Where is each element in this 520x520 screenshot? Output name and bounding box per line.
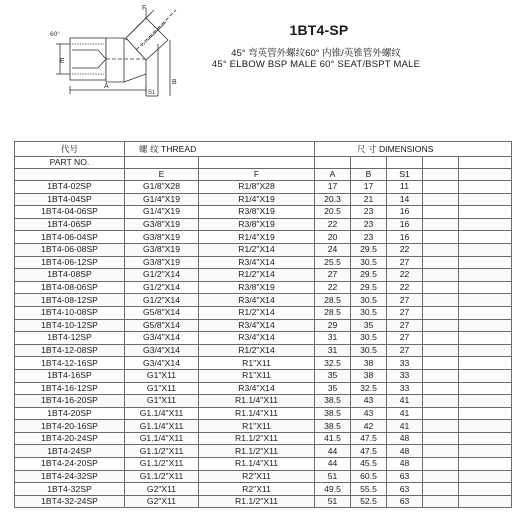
dim-a-cell: 49.5 bbox=[315, 483, 351, 496]
dim-b-cell: 60.5 bbox=[351, 470, 387, 483]
thread-f-cell: R1.1/4"X11 bbox=[199, 458, 315, 471]
empty-cell bbox=[459, 281, 512, 294]
empty-cell bbox=[459, 319, 512, 332]
empty-cell bbox=[423, 256, 459, 269]
empty-cell bbox=[459, 332, 512, 345]
empty-cell bbox=[459, 294, 512, 307]
part-no-cell: 1BT4-16-20SP bbox=[15, 395, 125, 408]
empty-cell bbox=[459, 181, 512, 194]
empty-cell bbox=[459, 382, 512, 395]
table-row bbox=[15, 193, 512, 206]
part-no-cell: 1BT4-08-06SP bbox=[15, 281, 125, 294]
thread-f-cell: R3/4"X14 bbox=[199, 382, 315, 395]
part-no-cell: 1BT4-24SP bbox=[15, 445, 125, 458]
dim-b-cell: 43 bbox=[351, 395, 387, 408]
table-row bbox=[15, 369, 512, 382]
dim-s1-cell: 11 bbox=[387, 181, 423, 194]
thread-f-cell: R1"X11 bbox=[199, 420, 315, 433]
empty-cell bbox=[459, 218, 512, 231]
part-no-cell: 1BT4-20SP bbox=[15, 407, 125, 420]
thread-f-cell: R3/4"X14 bbox=[199, 256, 315, 269]
dim-a-cell: 29 bbox=[315, 319, 351, 332]
thread-f-cell: R1/4"X19 bbox=[199, 231, 315, 244]
thread-e-cell: G3/8"X19 bbox=[125, 256, 199, 269]
table-row bbox=[15, 294, 512, 307]
drawing-label-a: A bbox=[104, 83, 109, 90]
header-col-s1: S1 bbox=[387, 169, 423, 181]
table-row bbox=[15, 231, 512, 244]
thread-e-cell: G1/2"X14 bbox=[125, 269, 199, 282]
dim-b-cell: 30.5 bbox=[351, 294, 387, 307]
dim-b-cell: 29.5 bbox=[351, 269, 387, 282]
dim-a-cell: 38.5 bbox=[315, 395, 351, 408]
thread-e-cell: G1.1/4"X11 bbox=[125, 432, 199, 445]
table-row bbox=[15, 420, 512, 433]
thread-f-cell: R1/2"X14 bbox=[199, 243, 315, 256]
dim-a-cell: 17 bbox=[315, 181, 351, 194]
drawing-label-e: E bbox=[60, 58, 65, 65]
thread-f-cell: R1"X11 bbox=[199, 357, 315, 370]
empty-cell bbox=[423, 407, 459, 420]
thread-e-cell: G5/8"X14 bbox=[125, 319, 199, 332]
thread-f-cell: R1/8"X28 bbox=[199, 181, 315, 194]
header-col-e: E bbox=[125, 169, 199, 181]
empty-cell bbox=[423, 281, 459, 294]
part-no-cell: 1BT4-06-08SP bbox=[15, 243, 125, 256]
table-row bbox=[15, 432, 512, 445]
dim-a-cell: 25.5 bbox=[315, 256, 351, 269]
table-row bbox=[15, 281, 512, 294]
dim-s1-cell: 63 bbox=[387, 495, 423, 508]
dim-s1-cell: 16 bbox=[387, 218, 423, 231]
empty-cell bbox=[423, 181, 459, 194]
thread-f-cell: R3/4"X14 bbox=[199, 332, 315, 345]
table-row bbox=[15, 458, 512, 471]
empty-cell bbox=[459, 395, 512, 408]
thread-f-cell: R1.1/2"X11 bbox=[199, 445, 315, 458]
dim-s1-cell: 41 bbox=[387, 395, 423, 408]
dim-a-cell: 20 bbox=[315, 231, 351, 244]
thread-e-cell: G1"X11 bbox=[125, 369, 199, 382]
header-dim-spacer bbox=[387, 157, 423, 169]
spec-table-body bbox=[15, 181, 512, 508]
thread-f-cell: R2"X11 bbox=[199, 483, 315, 496]
thread-e-cell: G3/8"X19 bbox=[125, 243, 199, 256]
table-row bbox=[15, 483, 512, 496]
thread-f-cell: R1/2"X14 bbox=[199, 344, 315, 357]
drawing-label-f: F bbox=[142, 5, 147, 12]
part-no-cell: 1BT4-12-16SP bbox=[15, 357, 125, 370]
table-row bbox=[15, 243, 512, 256]
header-part-no-cn: 代号 bbox=[15, 142, 125, 157]
table-row bbox=[15, 382, 512, 395]
thread-e-cell: G3/4"X14 bbox=[125, 344, 199, 357]
thread-e-cell: G2"X11 bbox=[125, 483, 199, 496]
dim-s1-cell: 27 bbox=[387, 332, 423, 345]
dim-a-cell: 22 bbox=[315, 281, 351, 294]
dim-s1-cell: 27 bbox=[387, 306, 423, 319]
empty-cell bbox=[423, 395, 459, 408]
thread-f-cell: R2"X11 bbox=[199, 470, 315, 483]
spec-table bbox=[14, 141, 512, 508]
thread-e-cell: G1"X11 bbox=[125, 382, 199, 395]
description-english: 45° ELBOW BSP MALE 60° SEAT/BSPT MALE bbox=[211, 59, 421, 70]
empty-cell bbox=[459, 357, 512, 370]
part-no-cell: 1BT4-06SP bbox=[15, 218, 125, 231]
dim-b-cell: 29.5 bbox=[351, 281, 387, 294]
dim-a-cell: 35 bbox=[315, 369, 351, 382]
dim-b-cell: 21 bbox=[351, 193, 387, 206]
part-no-cell: 1BT4-04-06SP bbox=[15, 206, 125, 219]
dim-b-cell: 38 bbox=[351, 369, 387, 382]
thread-e-cell: G1/2"X14 bbox=[125, 294, 199, 307]
empty-cell bbox=[423, 319, 459, 332]
dim-b-cell: 35 bbox=[351, 319, 387, 332]
dim-b-cell: 45.5 bbox=[351, 458, 387, 471]
header-part-no-en: PART NO. bbox=[15, 157, 125, 169]
empty-cell bbox=[423, 470, 459, 483]
dim-s1-cell: 63 bbox=[387, 470, 423, 483]
empty-cell bbox=[459, 206, 512, 219]
part-no-cell: 1BT4-06-12SP bbox=[15, 256, 125, 269]
dim-b-cell: 23 bbox=[351, 218, 387, 231]
empty-cell bbox=[459, 369, 512, 382]
drawing-label-b: B bbox=[172, 79, 177, 86]
dim-b-cell: 32.5 bbox=[351, 382, 387, 395]
thread-e-cell: G1.1/4"X11 bbox=[125, 420, 199, 433]
dim-a-cell: 27 bbox=[315, 269, 351, 282]
dim-s1-cell: 22 bbox=[387, 243, 423, 256]
thread-f-cell: R1.1/2"X11 bbox=[199, 495, 315, 508]
dim-a-cell: 51 bbox=[315, 495, 351, 508]
empty-cell bbox=[423, 332, 459, 345]
empty-cell bbox=[459, 432, 512, 445]
thread-e-cell: G1/2"X14 bbox=[125, 281, 199, 294]
empty-cell bbox=[459, 243, 512, 256]
thread-f-cell: R1"X11 bbox=[199, 369, 315, 382]
header-thread-f-spacer bbox=[199, 157, 315, 169]
dim-b-cell: 47.5 bbox=[351, 445, 387, 458]
empty-cell bbox=[423, 306, 459, 319]
empty-cell bbox=[423, 357, 459, 370]
part-no-cell: 1BT4-32-24SP bbox=[15, 495, 125, 508]
empty-cell bbox=[423, 243, 459, 256]
thread-f-cell: R1.1/4"X11 bbox=[199, 407, 315, 420]
dim-a-cell: 51 bbox=[315, 470, 351, 483]
empty-cell bbox=[459, 344, 512, 357]
thread-f-cell: R3/8"X19 bbox=[199, 281, 315, 294]
part-no-cell: 1BT4-16-12SP bbox=[15, 382, 125, 395]
empty-cell bbox=[423, 432, 459, 445]
dim-s1-cell: 22 bbox=[387, 281, 423, 294]
table-row bbox=[15, 256, 512, 269]
dim-a-cell: 28.5 bbox=[315, 294, 351, 307]
empty-cell bbox=[423, 269, 459, 282]
empty-cell bbox=[423, 420, 459, 433]
empty-cell bbox=[423, 458, 459, 471]
empty-cell bbox=[423, 445, 459, 458]
dim-s1-cell: 48 bbox=[387, 445, 423, 458]
table-row bbox=[15, 269, 512, 282]
thread-f-cell: R1/2"X14 bbox=[199, 306, 315, 319]
dim-a-cell: 44 bbox=[315, 458, 351, 471]
dim-b-cell: 42 bbox=[351, 420, 387, 433]
table-row bbox=[15, 407, 512, 420]
empty-cell bbox=[423, 483, 459, 496]
empty-cell bbox=[459, 483, 512, 496]
description-chinese: 45° 弯英管外螺纹60° 内锥/英锥管外螺纹 bbox=[231, 48, 401, 59]
empty-cell bbox=[459, 458, 512, 471]
dim-b-cell: 43 bbox=[351, 407, 387, 420]
dim-a-cell: 24 bbox=[315, 243, 351, 256]
dim-s1-cell: 22 bbox=[387, 269, 423, 282]
dim-s1-cell: 33 bbox=[387, 382, 423, 395]
thread-e-cell: G3/8"X19 bbox=[125, 218, 199, 231]
dim-a-cell: 31 bbox=[315, 344, 351, 357]
table-row bbox=[15, 395, 512, 408]
empty-cell bbox=[423, 369, 459, 382]
dim-s1-cell: 33 bbox=[387, 369, 423, 382]
thread-e-cell: G1.1/2"X11 bbox=[125, 470, 199, 483]
dim-b-cell: 29.5 bbox=[351, 243, 387, 256]
dim-s1-cell: 27 bbox=[387, 294, 423, 307]
dim-s1-cell: 27 bbox=[387, 344, 423, 357]
thread-e-cell: G1/4"X19 bbox=[125, 193, 199, 206]
header-col-b: B bbox=[351, 169, 387, 181]
thread-f-cell: R1.1/4"X11 bbox=[199, 395, 315, 408]
header-dim-spacer bbox=[423, 157, 459, 169]
part-no-cell: 1BT4-12SP bbox=[15, 332, 125, 345]
thread-f-cell: R3/4"X14 bbox=[199, 294, 315, 307]
dim-a-cell: 38.5 bbox=[315, 407, 351, 420]
table-row bbox=[15, 319, 512, 332]
table-row bbox=[15, 206, 512, 219]
table-row bbox=[15, 470, 512, 483]
part-no-cell: 1BT4-08SP bbox=[15, 269, 125, 282]
dim-a-cell: 44 bbox=[315, 445, 351, 458]
thread-e-cell: G1.1/2"X11 bbox=[125, 458, 199, 471]
dim-s1-cell: 63 bbox=[387, 483, 423, 496]
dim-b-cell: 23 bbox=[351, 206, 387, 219]
table-row bbox=[15, 306, 512, 319]
header-dim-spacer bbox=[351, 157, 387, 169]
thread-e-cell: G3/4"X14 bbox=[125, 332, 199, 345]
empty-cell bbox=[459, 231, 512, 244]
part-no-cell: 1BT4-24-20SP bbox=[15, 458, 125, 471]
header-dim-spacer bbox=[459, 157, 512, 169]
part-no-cell: 1BT4-08-12SP bbox=[15, 294, 125, 307]
part-title: 1BT4-SP bbox=[289, 22, 349, 38]
dim-b-cell: 23 bbox=[351, 231, 387, 244]
part-no-cell: 1BT4-24-32SP bbox=[15, 470, 125, 483]
dim-s1-cell: 48 bbox=[387, 458, 423, 471]
empty-cell bbox=[459, 495, 512, 508]
thread-f-cell: R1/4"X19 bbox=[199, 193, 315, 206]
empty-cell bbox=[423, 294, 459, 307]
empty-cell bbox=[459, 193, 512, 206]
dim-b-cell: 55.5 bbox=[351, 483, 387, 496]
header-col-a: A bbox=[315, 169, 351, 181]
thread-e-cell: G1"X11 bbox=[125, 395, 199, 408]
dim-b-cell: 52.5 bbox=[351, 495, 387, 508]
empty-cell bbox=[459, 470, 512, 483]
dim-a-cell: 28.5 bbox=[315, 306, 351, 319]
table-row bbox=[15, 344, 512, 357]
table-row bbox=[15, 445, 512, 458]
dim-s1-cell: 48 bbox=[387, 432, 423, 445]
header-col-empty bbox=[459, 169, 512, 181]
dim-a-cell: 35 bbox=[315, 382, 351, 395]
table-row bbox=[15, 218, 512, 231]
header-col-empty bbox=[423, 169, 459, 181]
thread-f-cell: R1.1/2"X11 bbox=[199, 432, 315, 445]
thread-f-cell: R3/8"X19 bbox=[199, 218, 315, 231]
dim-b-cell: 30.5 bbox=[351, 344, 387, 357]
header-blank bbox=[15, 169, 125, 181]
drawing-label-angle: 60° bbox=[50, 31, 60, 38]
thread-f-cell: R3/4"X14 bbox=[199, 319, 315, 332]
dim-s1-cell: 27 bbox=[387, 319, 423, 332]
header-col-f: F bbox=[199, 169, 315, 181]
empty-cell bbox=[459, 256, 512, 269]
empty-cell bbox=[423, 231, 459, 244]
dim-b-cell: 17 bbox=[351, 181, 387, 194]
thread-f-cell: R3/8"X19 bbox=[199, 206, 315, 219]
empty-cell bbox=[459, 269, 512, 282]
dim-s1-cell: 14 bbox=[387, 193, 423, 206]
drawing-label-s1: S1 bbox=[148, 90, 156, 96]
dim-s1-cell: 16 bbox=[387, 206, 423, 219]
dim-a-cell: 31 bbox=[315, 332, 351, 345]
part-no-cell: 1BT4-20-24SP bbox=[15, 432, 125, 445]
table-row bbox=[15, 181, 512, 194]
part-no-cell: 1BT4-20-16SP bbox=[15, 420, 125, 433]
thread-e-cell: G1/4"X19 bbox=[125, 206, 199, 219]
dim-a-cell: 38.5 bbox=[315, 420, 351, 433]
dim-s1-cell: 33 bbox=[387, 357, 423, 370]
part-no-cell: 1BT4-32SP bbox=[15, 483, 125, 496]
thread-e-cell: G3/8"X19 bbox=[125, 231, 199, 244]
empty-cell bbox=[459, 420, 512, 433]
empty-cell bbox=[423, 344, 459, 357]
dim-s1-cell: 27 bbox=[387, 256, 423, 269]
part-no-cell: 1BT4-16SP bbox=[15, 369, 125, 382]
part-no-cell: 1BT4-10-08SP bbox=[15, 306, 125, 319]
empty-cell bbox=[423, 218, 459, 231]
dim-b-cell: 30.5 bbox=[351, 332, 387, 345]
dim-b-cell: 38 bbox=[351, 357, 387, 370]
empty-cell bbox=[459, 407, 512, 420]
table-row bbox=[15, 495, 512, 508]
empty-cell bbox=[423, 206, 459, 219]
header-dimensions: 尺 寸 DIMENSIONS bbox=[315, 142, 512, 157]
empty-cell bbox=[459, 445, 512, 458]
dim-s1-cell: 41 bbox=[387, 407, 423, 420]
dim-a-cell: 22 bbox=[315, 218, 351, 231]
empty-cell bbox=[423, 382, 459, 395]
thread-f-cell: R1/2"X14 bbox=[199, 269, 315, 282]
table-row bbox=[15, 332, 512, 345]
part-no-cell: 1BT4-10-12SP bbox=[15, 319, 125, 332]
header-dim-spacer bbox=[315, 157, 351, 169]
dim-b-cell: 30.5 bbox=[351, 256, 387, 269]
thread-e-cell: G3/4"X14 bbox=[125, 357, 199, 370]
empty-cell bbox=[459, 306, 512, 319]
part-no-cell: 1BT4-06-04SP bbox=[15, 231, 125, 244]
part-no-cell: 1BT4-12-08SP bbox=[15, 344, 125, 357]
dim-b-cell: 30.5 bbox=[351, 306, 387, 319]
empty-cell bbox=[423, 193, 459, 206]
dim-b-cell: 47.5 bbox=[351, 432, 387, 445]
dim-a-cell: 41.5 bbox=[315, 432, 351, 445]
header-thread: 螺 纹 THREAD bbox=[125, 142, 315, 157]
part-no-cell: 1BT4-04SP bbox=[15, 193, 125, 206]
header-thread-e-spacer bbox=[125, 157, 199, 169]
dim-a-cell: 20.5 bbox=[315, 206, 351, 219]
empty-cell bbox=[423, 495, 459, 508]
thread-e-cell: G1/8"X28 bbox=[125, 181, 199, 194]
dim-s1-cell: 41 bbox=[387, 420, 423, 433]
thread-e-cell: G5/8"X14 bbox=[125, 306, 199, 319]
thread-e-cell: G1.1/4"X11 bbox=[125, 407, 199, 420]
thread-e-cell: G1.1/2"X11 bbox=[125, 445, 199, 458]
dim-a-cell: 20.3 bbox=[315, 193, 351, 206]
thread-e-cell: G2"X11 bbox=[125, 495, 199, 508]
part-no-cell: 1BT4-02SP bbox=[15, 181, 125, 194]
table-row bbox=[15, 357, 512, 370]
dim-a-cell: 32.5 bbox=[315, 357, 351, 370]
dim-s1-cell: 16 bbox=[387, 231, 423, 244]
